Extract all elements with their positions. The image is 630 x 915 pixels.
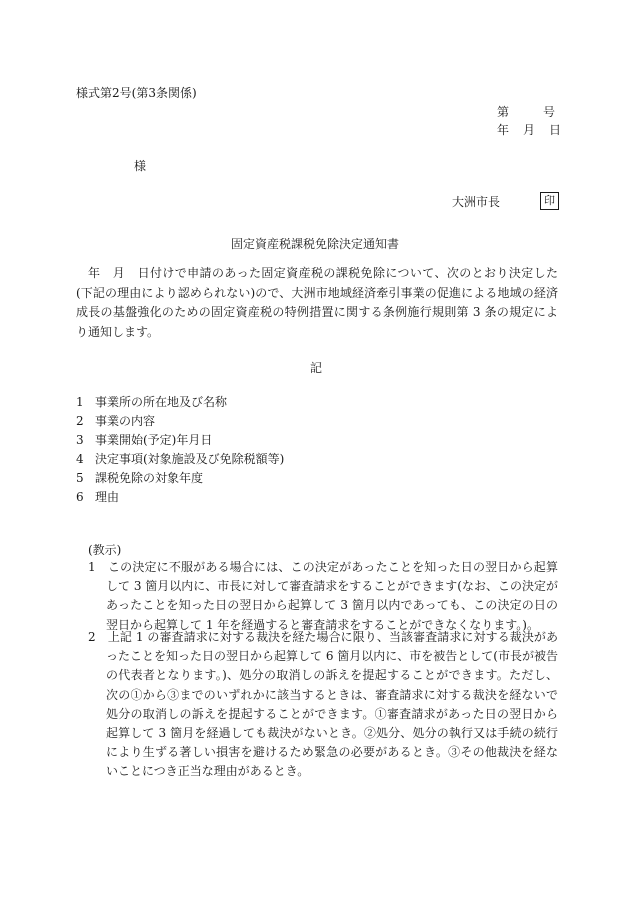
- teaching-text: この決定に不服がある場合には、この決定があったことを知った日の翌日から起算して 3 箇月以内に、市長に対して審査請求をすることができます(なお、この決定があったことを知った日の翌日から起算して 3 箇月以内であっても、この決定の日の翌日から起算して 1 年を経過すると審査請求をすることができなくなります。)。: [106, 560, 558, 632]
- list-item: 5 課税免除の対象年度: [76, 471, 204, 485]
- teaching-number: 2: [88, 630, 96, 644]
- document-number-suffix: 号: [543, 105, 556, 119]
- list-item: 4 決定事項(対象施設及び免除税額等): [76, 452, 285, 466]
- form-number-label: 様式第2号(第3条関係): [76, 86, 197, 100]
- intro-paragraph: 年 月 日付けで申請のあった固定資産税の課税免除について、次のとおり決定した(下記の理由により認められない)ので、大洲市地域経済牽引事業の促進による地域の経済成長の基盤強化のための固定資産税の特例措置に関する条例施行規則第 3 条の規定により通知します。: [76, 266, 558, 339]
- date-month: 月: [523, 123, 536, 137]
- teaching-heading: (教示): [88, 543, 122, 557]
- document-title: 固定資産税課税免除決定通知書: [230, 237, 399, 251]
- teaching-paragraph-1: [88, 558, 558, 635]
- teaching-number: 1: [88, 560, 96, 574]
- document-date: [497, 121, 561, 138]
- list-item: 3 事業開始(予定)年月日: [76, 433, 213, 447]
- teaching-text: 上記 1 の審査請求に対する裁決を経た場合に限り、当該審査請求に対する裁決があったことを知った日の翌日から起算して 6 箇月以内に、市を被告として(市長が被告の代表者となります。)、処分の取消しの訴えを提起することができます。ただし、次の①から③までのいずれかに該当するときは、審査請求に対する裁決を経ないで処分の取消しの訴えを提起することができます。①審査請求があった日の翌日から起算して 3 箇月を経過しても裁決がないとき。②処分、処分の執行又は手続の続行により生ずる著しい損害を避けるため緊急の必要があるとき。③その他裁決を経ないことにつき正当な理由があるとき。: [106, 630, 558, 779]
- teaching-paragraph-2: [88, 628, 558, 782]
- addressee-honorific: 様: [134, 159, 147, 173]
- document-number: [497, 103, 555, 120]
- issuer-name: 大洲市長: [452, 195, 501, 209]
- document-number-prefix: 第: [497, 105, 510, 119]
- ki-heading: 記: [310, 361, 323, 375]
- date-day: 日: [549, 123, 562, 137]
- list-item: 1 事業所の所在地及び名称: [76, 395, 228, 409]
- list-item: 6 理由: [76, 490, 120, 504]
- date-year: 年: [497, 123, 510, 137]
- seal-stamp: 印: [540, 192, 559, 210]
- list-item: 2 事業の内容: [76, 414, 156, 428]
- item-list: [76, 393, 284, 507]
